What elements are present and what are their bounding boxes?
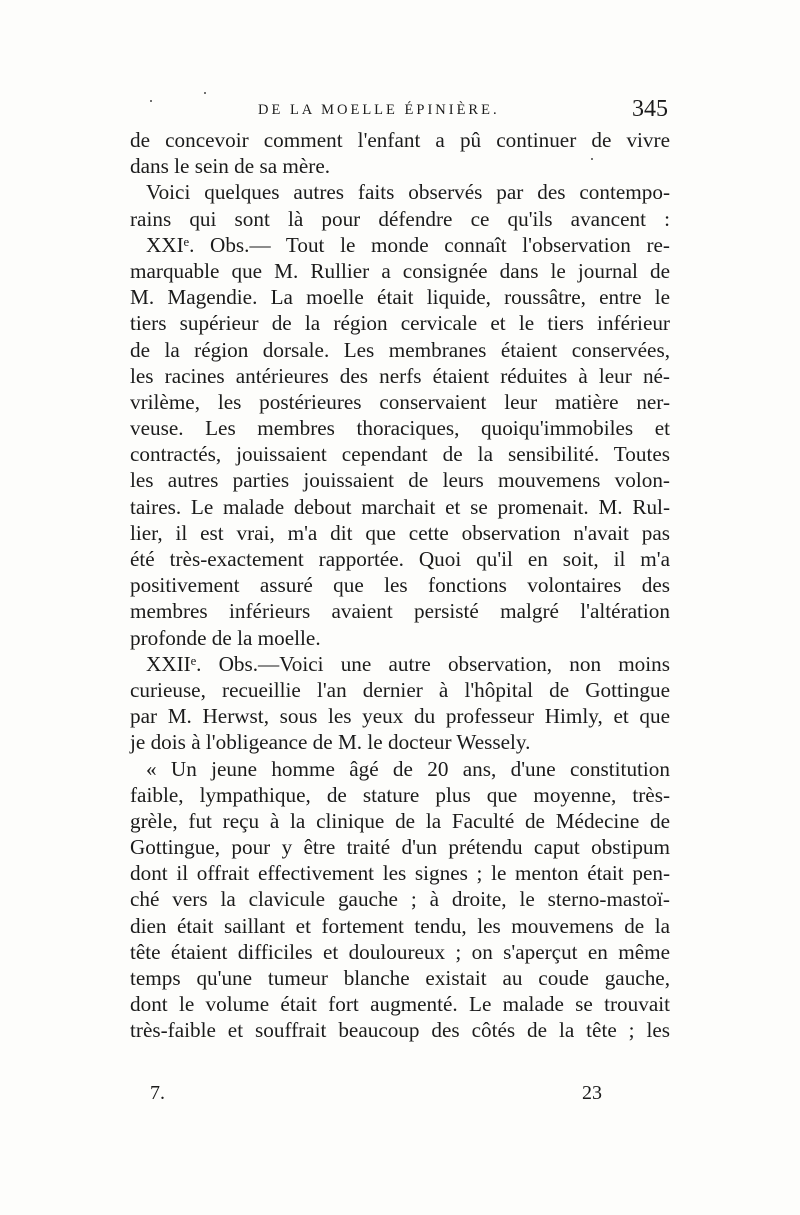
text-line: de la région dorsale. Les membranes étaient conservées, <box>130 337 670 362</box>
text-line: contractés, jouissaient cependant de la sensibilité. Toutes <box>130 442 670 467</box>
text-line: lier, il est vrai, m'a dit que cette observation n'avait pas <box>130 520 670 545</box>
text-line: XXIᵉ. Obs.— Tout le monde connaît l'observation re- <box>146 232 670 257</box>
text-line: marquable que M. Rullier a consignée dans le journal de <box>130 258 670 283</box>
text-line: curieuse, recueillie l'an dernier à l'hôpital de Gottingue <box>130 677 670 702</box>
text-line: de concevoir comment l'enfant a pû continuer de vivre <box>130 128 670 152</box>
page-number: 345 <box>632 96 668 122</box>
text-line: très-faible et souffrait beaucoup des côtés de la tête ; les <box>130 1018 670 1043</box>
text-line: dont il offrait effectivement les signes ; le menton était pen- <box>130 861 670 886</box>
running-head <box>128 96 668 126</box>
text-line: taires. Le malade debout marchait et se promenait. M. Rul- <box>130 494 670 519</box>
text-line: temps qu'une tumeur blanche existait au coude gauche, <box>130 966 670 990</box>
ink-speck <box>204 92 206 94</box>
text-line: je dois à l'obligeance de M. le docteur Wessely. <box>130 730 531 755</box>
text-line: profonde de la moelle. <box>130 625 321 650</box>
text-line: membres inférieurs avaient persisté malgré l'altération <box>130 599 670 624</box>
text-line: positivement assuré que les fonctions volontaires des <box>130 573 670 598</box>
text-line: veuse. Les membres thoraciques, quoiqu'immobiles et <box>130 416 670 441</box>
body-text <box>130 127 670 1044</box>
page-footer <box>128 1082 668 1112</box>
text-line: grèle, fut reçu à la clinique de la Faculté de Médecine de <box>130 808 670 833</box>
text-line: dont le volume était fort augmenté. Le malade se trouvait <box>130 992 670 1017</box>
text-line: vrilème, les postérieures conservaient leur matière ner- <box>130 389 670 414</box>
running-title: DE LA MOELLE ÉPINIÈRE. <box>258 102 500 118</box>
text-line: ché vers la clavicule gauche ; à droite, le sterno-mastoï- <box>130 887 670 912</box>
text-line: dien était saillant et fortement tendu, les mouvemens de la <box>130 913 670 938</box>
text-line: les autres parties jouissaient de leurs mouvemens volon- <box>130 468 670 493</box>
text-line: « Un jeune homme âgé de 20 ans, d'une constitution <box>146 756 670 781</box>
text-line: faible, lympathique, de stature plus que moyenne, très- <box>130 782 670 807</box>
text-line: M. Magendie. La moelle était liquide, roussâtre, entre le <box>130 285 670 310</box>
text-line: été très-exactement rapportée. Quoi qu'il en soit, il m'a <box>130 547 670 571</box>
text-line: rains qui sont là pour défendre ce qu'ils avancent : <box>130 206 670 231</box>
text-line: par M. Herwst, sous les yeux du professeur Himly, et que <box>130 704 670 729</box>
text-line: les racines antérieures des nerfs étaient réduites à leur né- <box>130 363 670 388</box>
text-line: Voici quelques autres faits observés par des contempo- <box>146 180 670 205</box>
signature-mark: 7. <box>150 1082 165 1104</box>
text-line: Gottingue, pour y être traité d'un prétendu caput obstipum <box>130 835 670 860</box>
text-line: XXIIᵉ. Obs.—Voici une autre observation, non moins <box>146 651 670 676</box>
text-line: tiers supérieur de la région cervicale et le tiers inférieur <box>130 311 670 336</box>
text-line: tête étaient difficiles et douloureux ; on s'aperçut en même <box>130 939 670 964</box>
text-line: dans le sein de sa mère. <box>130 154 331 179</box>
sheet-number: 23 <box>582 1082 602 1104</box>
ink-speck <box>150 100 152 102</box>
